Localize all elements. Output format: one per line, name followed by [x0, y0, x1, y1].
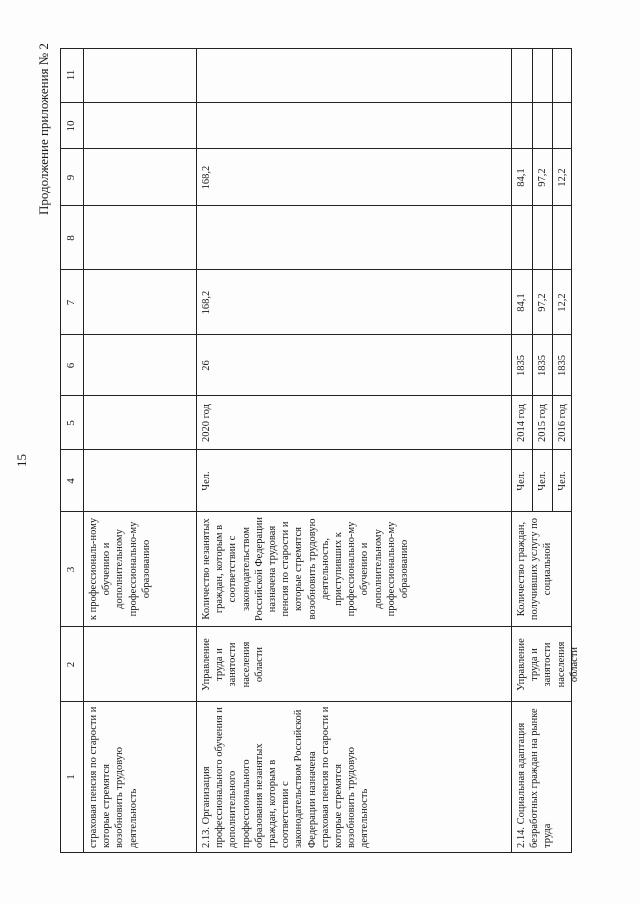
row1-col1: страховая пенсия по старости и которые стремятся возобновить трудовую деятельность	[88, 706, 139, 848]
col-num-6: 6	[65, 362, 77, 369]
row3a-col5: 2014 год	[516, 404, 527, 442]
page-number: 15	[14, 454, 29, 467]
row3c-col4: Чел.	[557, 471, 568, 491]
row3b-col9: 97,2	[537, 168, 548, 187]
row3c-col7: 12,2	[557, 293, 568, 312]
row3-col3: Количество граждан, получивших услугу по социальной	[516, 517, 554, 621]
row2-col1: 2.13. Организация профессионального обучения и дополнительного профессионального образования незанятых граждан, которым в соответствии с законодательством Российской Федерации назначена страховая пенсия по старости и которые стремятся возобновить трудовую деятельность	[201, 706, 371, 848]
row2-col6: 26	[201, 360, 212, 371]
col-num-10: 10	[65, 120, 77, 132]
row2-col5: 2020 год	[201, 404, 212, 442]
row2-col7: 168,2	[201, 290, 212, 315]
row3b-col7: 97,2	[537, 293, 548, 312]
col-num-5: 5	[65, 420, 77, 426]
row2-col2: Управление труда и занятости населения области	[201, 638, 265, 691]
col-num-1: 1	[65, 774, 77, 780]
col-num-8: 8	[65, 235, 77, 241]
appendix-label: Продолжение приложения № 2	[36, 43, 51, 215]
row3c-col9: 12,2	[557, 168, 568, 187]
row3b-col6: 1835	[537, 355, 548, 376]
row3a-col9: 84,1	[516, 168, 527, 187]
row3a-col6: 1835	[516, 355, 527, 376]
row3b-col5: 2015 год	[537, 404, 548, 442]
row2-col3: Количество незанятых граждан, которым в соответствии с законодательством Российской Федерации назначена трудовая пенсия по старости и которые стремятся возобновить трудовую деятельность, приступивших к профессионально-му обучению и дополнительному профессионально-му образованию	[201, 517, 411, 621]
data-table	[60, 48, 580, 853]
row3-col2: Управление труда и занятости населения области	[516, 638, 580, 691]
col-num-2: 2	[65, 661, 77, 668]
row3-col1: 2.14. Социальная адаптация безработных граждан на рынке труда	[516, 708, 554, 848]
row3a-col7: 84,1	[516, 293, 527, 312]
row3a-col4: Чел.	[516, 471, 527, 491]
col-num-9: 9	[65, 174, 77, 181]
col-num-3: 3	[65, 566, 77, 573]
col-num-7: 7	[65, 299, 77, 306]
row3b-col4: Чел.	[537, 471, 548, 491]
row3c-col5: 2016 год	[557, 404, 568, 442]
row3c-col6: 1835	[557, 355, 568, 376]
row2-col9: 168,2	[201, 165, 212, 190]
row1-col3: к профессиональ-ному обучению и дополнительному профессионально-му образованию	[88, 517, 152, 621]
col-num-4: 4	[65, 478, 77, 484]
row2-col4: Чел.	[201, 471, 212, 491]
col-num-11: 11	[65, 69, 77, 81]
